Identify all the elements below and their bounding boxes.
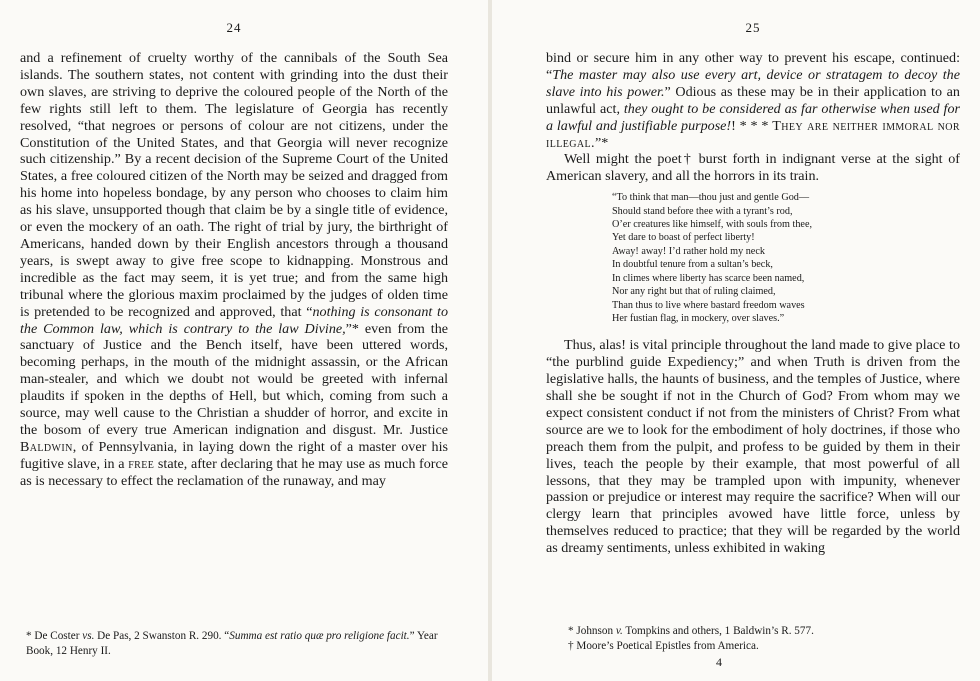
italic-text: v. xyxy=(615,625,623,637)
paragraph xyxy=(546,337,960,557)
text-run: ” Odious as these may be in their application to an unlawful act, xyxy=(546,83,960,117)
paragraph xyxy=(546,151,960,185)
left-page xyxy=(0,0,488,681)
signature-mark: 4 xyxy=(716,655,722,669)
footnotes xyxy=(26,629,448,659)
poem-line: O’er creatures like himself, with souls from thee, xyxy=(612,219,813,231)
page-number: 25 xyxy=(745,20,761,35)
text-run: * Johnson xyxy=(568,625,616,637)
poem-line: In doubtful tenure from a sultan’s beck, xyxy=(612,259,773,271)
italic-text: vs. xyxy=(82,630,95,642)
poem-line: Her fustian flag, in mockery, over slaves.” xyxy=(612,312,785,324)
poem-line: “To think that man—thou just and gentle God— xyxy=(612,192,810,204)
italic-text: they ought to be considered as far otherwise when used for a lawful and justifiable purpose! xyxy=(546,100,960,134)
italic-text: nothing is consonant to the Common law, which is contrary to the law Divine, xyxy=(20,303,449,337)
text-run: ”* xyxy=(594,134,609,151)
italic-text: Summa est ratio quæ pro religione facit. xyxy=(229,630,410,642)
text-run: , of Pennsylvania, in laying down the right of a master over his fugitive slave, in a xyxy=(20,438,448,472)
poem-line: Away! away! I’d rather hold my neck xyxy=(612,245,765,257)
footnote xyxy=(568,624,960,639)
paragraph xyxy=(546,50,960,151)
text-run: bind or secure him in any other way to prevent his escape, continued: “ xyxy=(546,50,960,83)
page-body xyxy=(546,50,960,557)
text-run: * De Coster xyxy=(26,630,83,642)
footnote xyxy=(568,639,960,654)
poem-line: In climes where liberty has scarce been named, xyxy=(612,272,805,284)
text-run: Thus, alas! is vital principle throughout the land made to give place to “the purblind guide Expediency;” and when Truth is driven from the legislative halls, the haunts of business, and the temples of Justice, where shall she be sought if not in the Church of God? From whom may we expect consistent conduct if not from the ministers of Christ? From what source are we to look for the embodiment of holy doctrines, if those who preach them from the pulpit, and profess to be guided by them in their lives, teach the people by their example, that most powerful of all lessons, that they may be trampled upon with impunity, whenever passion or prejudice or interest may require the sacrifice? When will our clergy learn that principles avowed have little force, unless by themselves reduced to practice; that they will be regarded by the world as dreamy sentiments, unless exhibited in waking xyxy=(546,337,960,557)
poem-block xyxy=(612,191,960,325)
text-run: ” Year Book, 12 Henry II. xyxy=(26,630,438,657)
small-caps-text: They are neither immoral nor illegal. xyxy=(546,117,960,151)
poem-line: Should stand before thee with a tyrant’s rod, xyxy=(612,205,793,217)
poem-line: Nor any right but that of ruling claimed, xyxy=(612,286,776,298)
paragraph xyxy=(20,50,448,490)
text-run: Tompkins and others, 1 Baldwin’s R. 577. xyxy=(622,625,814,637)
poem-line: Than thus to live where bastard freedom waves xyxy=(612,299,805,311)
italic-text: The master may also use every art, device or stratagem to decoy the slave into his power. xyxy=(546,66,960,100)
text-run: De Pas, 2 Swanston R. 290. “ xyxy=(94,630,230,642)
footnotes xyxy=(568,624,960,670)
right-page xyxy=(492,0,980,681)
text-run: † Moore’s Poetical Epistles from America. xyxy=(568,640,759,652)
text-run: state, after declaring that he may use as much force as is necessary to effect the reclamation of the runaway, and may xyxy=(20,455,448,489)
text-run: Well might the poet† burst forth in indignant verse at the sight of American slavery, and all the horrors in its train. xyxy=(546,151,960,185)
text-run: and a refinement of cruelty worthy of the cannibals of the South Sea islands. The southern states, not content with grinding into the dust their own slaves, are striving to deprive the coloured people of the North of the few rights still left to them. The legislature of Georgia has recently resolved, “that negroes or persons of colour are not citizens, under the Constitution of the United States, and that Georgia will never recognize such citizenship.” By a recent decision of the Supreme Court of the United States, a free coloured citizen of the North may be seized and dragged from his home into hopeless bondage, by any person who chooses to claim him as his slave, unsupported though that claim be by a single title of evidence, or even the mockery of an oath. The right of trial by jury, the birthright of Americans, handed down by their English ancestors through a thousand years, is swept away to give free scope to kidnapping. Monstrous and incredible as the fact may seem, it is yet true; and from the same high tribunal where the glorious maxim proclaimed by the judges of olden time is pretended to be recognized and approved, that “ xyxy=(20,50,448,320)
text-run: ”* even from the sanctuary of Justice and the Bench itself, have been uttered words, becoming perhaps, in the mouth of the midnight assassin, or the African man-stealer, and which we doubt not would be greeted with infernal plaudits if spoken in the depths of Hell, but which, coming from such a source, may well cause to the Christian a shudder of horror, and excite in the bosom of every true American indignation and disgust. Mr. Justice xyxy=(20,320,448,438)
small-caps-text: Baldwin xyxy=(20,438,73,455)
text-run: ! * * * xyxy=(731,117,773,134)
poem-line: Yet dare to boast of perfect liberty! xyxy=(612,232,755,244)
page-number: 24 xyxy=(226,20,242,35)
small-caps-text: free xyxy=(128,455,155,472)
page-body xyxy=(20,50,448,490)
footnote xyxy=(26,629,448,659)
